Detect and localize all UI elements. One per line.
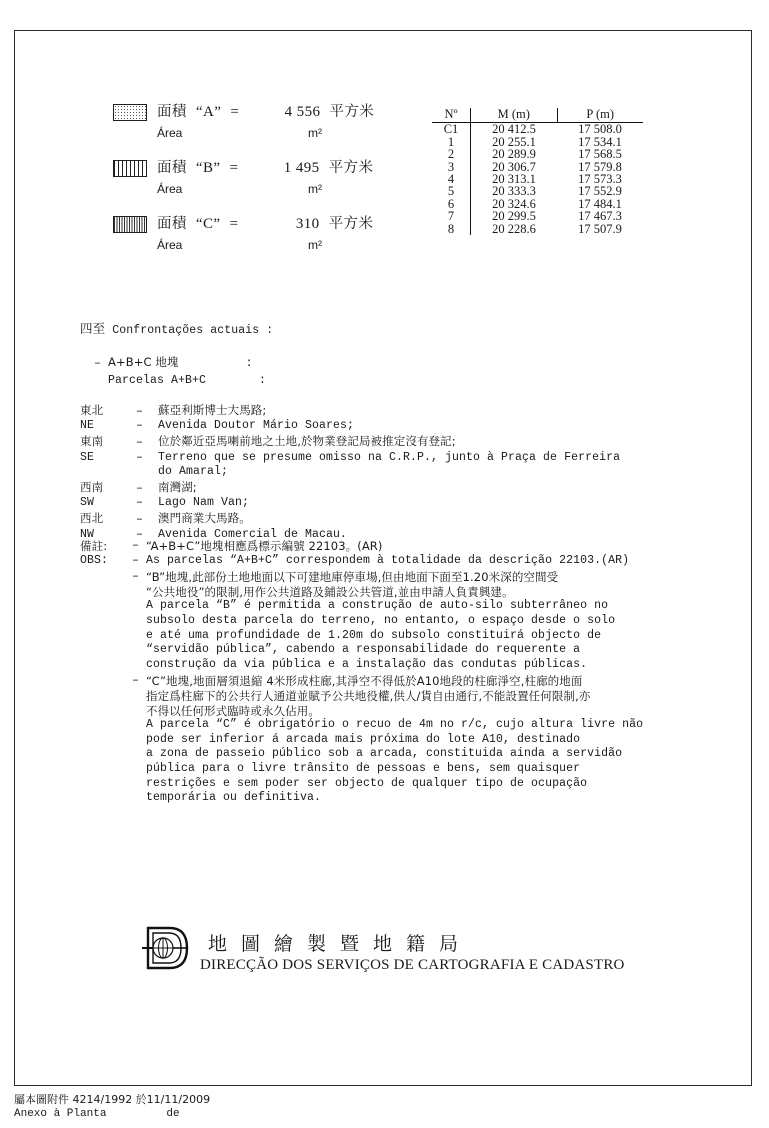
legend-text-b [157, 156, 373, 196]
confront-row-sw-cn [80, 480, 680, 497]
cartography-department-seal-icon [140, 925, 192, 971]
note-text: “servidão pública”, cabendo a responsabilidade do requerente a [146, 643, 581, 657]
confront-text: 位於鄰近亞馬喇前地之土地,於物業登記局被推定沒有登記; [158, 433, 456, 448]
cell-no: 6 [432, 198, 471, 210]
confront-row-ne-pt [80, 419, 680, 434]
confront-text: Lago Nam Van; [158, 496, 250, 510]
legend-line-b [157, 156, 373, 177]
area-cn-unit-b: 平方米 [328, 160, 374, 176]
coordinate-table [432, 108, 643, 235]
cell-m: 20 255.1 [492, 134, 536, 149]
cell-no: C1 [432, 123, 471, 136]
confront-row-se-pt [80, 451, 680, 466]
confront-row-sw-pt [80, 496, 680, 511]
note-text: “C”地塊,地面層須退縮 4米形成柱廊,其淨空不得低於A10地段的柱廊淨空,柱廊的地面 [146, 674, 583, 689]
confront-text: 澳門商業大馬路。 [158, 510, 251, 525]
note-bullet: – [132, 553, 140, 567]
area-cn-label-c: 面積 [157, 216, 187, 232]
legend-line-a [157, 100, 374, 121]
note-text: “公共地役”的限制,用作公共道路及鋪設公共管道,並由申請人負責興建。 [146, 584, 514, 599]
table-header-row [432, 108, 643, 123]
area-quote-open-a: “ [195, 104, 203, 120]
annex-de-pt: de [166, 1108, 180, 1120]
area-cn-label-a: 面積 [157, 104, 187, 120]
confront-label: SW [80, 496, 95, 510]
cell-no: 5 [432, 185, 471, 197]
confrontations-title-cn: 四至 [80, 321, 106, 336]
table-row [432, 148, 643, 160]
note-text: subsolo desta parcela do terreno, no entanto, o espaço desde o solo [146, 613, 616, 627]
area-value-c: 310 [295, 216, 320, 232]
col-header-m: M (m) [471, 108, 558, 123]
confront-text: 南灣湖; [158, 479, 197, 494]
area-unit-a: m² [308, 126, 322, 140]
area-cn-unit-c: 平方米 [328, 216, 374, 232]
note-text: a zona de passeio público sob a arcada, constituida ainda a servidão [146, 747, 623, 761]
confront-text: 蘇亞利斯博士大馬路; [158, 402, 267, 417]
confront-dash: – [136, 496, 144, 510]
dense-grid-pattern-swatch-icon [113, 216, 147, 233]
confront-dash: – [136, 481, 144, 495]
cell-p: 17 484.1 [578, 196, 622, 211]
area-equals-c: = [229, 216, 239, 232]
legend-line-c [157, 212, 373, 233]
area-quote-open-c: “ [195, 216, 203, 232]
cell-p: 17 552.9 [578, 184, 622, 199]
table-row [432, 185, 643, 197]
cell-no: 1 [432, 136, 471, 148]
cell-m: 20 412.5 [492, 122, 536, 137]
confront-row-se-pt-cont [80, 465, 680, 480]
area-pt-label-b: Área [157, 182, 183, 196]
confront-label: 西南 [80, 479, 104, 494]
confront-row-nw-cn [80, 511, 680, 528]
confront-text: Terreno que se presume omisso na C.R.P., junto à Praça de Ferreira [158, 450, 621, 464]
confrontations-title-pt: Confrontações actuais : [112, 324, 274, 337]
area-letter-a: A [202, 104, 215, 120]
parcel-heading-cn: – A+B+C 地塊 : [94, 354, 253, 370]
area-unit-c: m² [308, 238, 322, 252]
cell-p: 17 568.5 [578, 147, 622, 162]
confront-label: NW [80, 527, 95, 541]
bottom-caption [14, 1093, 210, 1121]
note-text: construção da via pública e a instalação das condutas públicas. [146, 657, 588, 671]
confront-dash: – [136, 527, 144, 541]
area-equals-a: = [230, 104, 240, 120]
cell-m: 20 299.5 [492, 209, 536, 224]
cell-p: 17 534.1 [578, 134, 622, 149]
cell-p: 17 573.3 [578, 172, 622, 187]
note-bullet: – [132, 539, 140, 552]
area-cn-unit-a: 平方米 [329, 104, 375, 120]
note-text: A parcela “C” é obrigatório o recuo de 4m no r/c, cujo altura livre não [146, 718, 644, 732]
vertical-stripe-pattern-swatch-icon [113, 160, 147, 177]
cell-m: 20 228.6 [492, 221, 536, 236]
confront-label: 東南 [80, 433, 104, 448]
notes-label-cn: 備註: [80, 539, 108, 553]
confront-text: do Amaral; [158, 465, 229, 479]
note-text: restrições e sem poder ser objecto de qualquer tipo de ocupação [146, 776, 588, 790]
confrontations-heading [80, 322, 680, 339]
cell-m: 20 324.6 [492, 196, 536, 211]
area-quote-close-c: ” [213, 216, 221, 232]
legend-row-a [113, 100, 413, 156]
cell-p: 17 507.9 [578, 221, 622, 236]
note-text: pode ser inferior á arcada mais próxima do lote A10, destinado [146, 732, 581, 746]
cell-m: 20 306.7 [492, 159, 536, 174]
note-text: A parcela “B” é permitida a construção de auto-silo subterrâneo no [146, 599, 609, 613]
confront-label: 東北 [80, 402, 104, 417]
cell-no: 3 [432, 161, 471, 173]
note-text: temporária ou definitiva. [146, 791, 322, 805]
table-row [432, 223, 643, 235]
cell-m: 20 313.1 [492, 172, 536, 187]
area-unit-b: m² [308, 182, 322, 196]
note-text: As parcelas “A+B+C” correspondem à totalidade da descrição 22103.(AR) [146, 553, 630, 567]
note-text: pública para o livre trânsito de pessoas e bens, sem quaisquer [146, 761, 581, 775]
parcel-colon-cn: : [245, 356, 253, 370]
area-pt-label-a: Área [157, 126, 183, 140]
col-header-p: P (m) [557, 108, 643, 123]
confront-text: Avenida Comercial de Macau. [158, 527, 348, 541]
area-value-b: 1 495 [283, 160, 320, 176]
confront-text: Avenida Doutor Mário Soares; [158, 419, 355, 433]
legend-row-b [113, 156, 413, 212]
note-text: 指定爲柱廊下的公共行人通道並賦予公共地役權,供人/貨自由通行,不能設置任何限制,亦 [146, 688, 591, 703]
cell-no: 8 [432, 223, 471, 235]
note-text: “A+B+C”地塊相應爲標示編號 22103。(AR) [146, 539, 383, 553]
parcel-label-cn: A+B+C 地塊 [108, 354, 179, 369]
area-legend [113, 100, 413, 268]
confrontations-section [80, 322, 680, 542]
note-row-6 [80, 718, 700, 806]
parcel-heading-pt [108, 374, 680, 389]
legend-text-a [157, 100, 374, 140]
confront-label: SE [80, 450, 95, 464]
notes-section [80, 539, 700, 806]
annex-line-pt [14, 1107, 210, 1121]
area-value-a: 4 556 [284, 104, 321, 120]
footer-department-name-pt: DIRECÇÃO DOS SERVIÇOS DE CARTOGRAFIA E CADASTRO [200, 957, 625, 973]
area-quote-open-b: “ [195, 160, 203, 176]
col-header-no: Nº [432, 108, 471, 123]
note-bullet: – [132, 674, 140, 688]
cell-no: 2 [432, 148, 471, 160]
confront-dash: – [136, 450, 144, 464]
note-row-3 [80, 570, 700, 599]
confront-label: NE [80, 419, 95, 433]
area-cn-label-b: 面積 [157, 160, 187, 176]
note-text: e até uma profundidade de 1.20m do subsolo constituirá objecto de [146, 628, 602, 642]
notes-label-pt: OBS: [80, 553, 109, 567]
cell-m: 20 289.9 [492, 147, 536, 162]
annex-line-cn: 屬本圖附件 4214/1992 於11/11/2009 [14, 1093, 211, 1106]
note-bullet: – [132, 570, 140, 584]
note-text: 不得以任何形式臨時或永久佔用。 [146, 703, 320, 718]
annex-label-pt: Anexo à Planta [14, 1108, 107, 1120]
confront-row-se-cn [80, 434, 680, 451]
cell-no: 4 [432, 173, 471, 185]
table-row [432, 123, 643, 136]
area-pt-label-c: Área [157, 238, 183, 252]
area-quote-close-a: ” [214, 104, 222, 120]
confront-dash: – [136, 435, 144, 449]
note-row-1 [80, 539, 700, 554]
note-row-2 [80, 554, 700, 569]
area-equals-b: = [229, 160, 239, 176]
note-row-5 [80, 674, 700, 718]
confront-dash: – [136, 419, 144, 433]
note-row-4 [80, 599, 700, 672]
confront-dash: – [136, 512, 144, 526]
dots-pattern-swatch-icon [113, 104, 147, 121]
legend-row-c [113, 212, 413, 268]
legend-text-c [157, 212, 373, 252]
cell-p: 17 508.0 [578, 122, 622, 137]
area-quote-close-b: ” [213, 160, 221, 176]
confront-label: 西北 [80, 510, 104, 525]
note-text: “B”地塊,此部份土地地面以下可建地庫停車場,但由地面下面至1.20米深的空間受 [146, 570, 559, 585]
table-row [432, 210, 643, 222]
area-letter-b: B [202, 160, 214, 176]
cell-m: 20 333.3 [492, 184, 536, 199]
cell-p: 17 467.3 [578, 209, 622, 224]
confront-row-ne-cn [80, 403, 680, 420]
footer-department-name-cn: 地圖繪製暨地籍局 [208, 933, 473, 955]
area-letter-c: C [202, 216, 214, 232]
cell-no: 7 [432, 210, 471, 222]
parcel-colon-pt: : [259, 374, 267, 388]
confront-dash: – [136, 404, 144, 418]
cell-p: 17 579.8 [578, 159, 622, 174]
parcel-label-pt: Parcelas A+B+C [108, 374, 207, 388]
